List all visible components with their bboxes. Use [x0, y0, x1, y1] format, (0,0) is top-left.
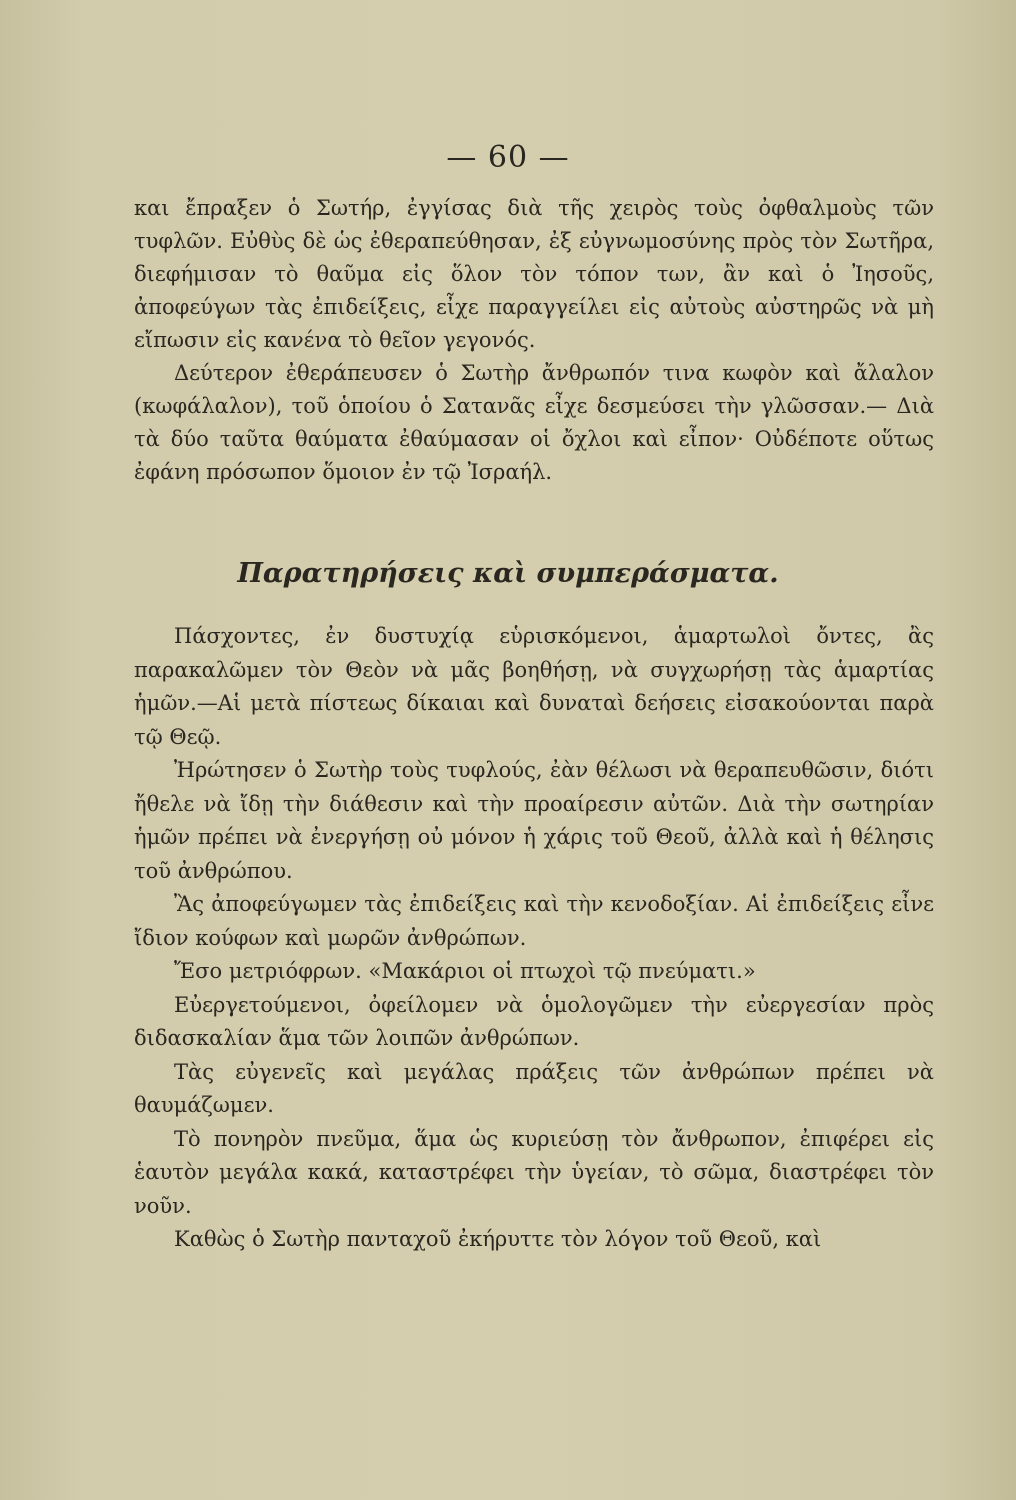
paragraph: Τὸ πονηρὸν πνεῦμα, ἅμα ὡς κυριεύσῃ τὸν ἄνθρωπον, ἐπιφέρει εἰς ἑαυτὸν μεγάλα κακά, καταστρέφει τὴν ὑγείαν, τὸ σῶμα, διαστρέφει τὸν νοῦν.	[134, 1126, 934, 1218]
observations-text	[134, 620, 934, 1257]
page-number: — 60 —	[446, 140, 570, 175]
paragraph: Εὐεργετούμενοι, ὀφείλομεν νὰ ὁμολογῶμεν τὴν εὐεργεσίαν πρὸς διδασκαλίαν ἅμα τῶν λοιπῶν ἀνθρώπων.	[134, 992, 934, 1050]
paragraph: Δεύτερον ἐθεράπευσεν ὁ Σωτὴρ ἄνθρωπόν τινα κωφὸν καὶ ἄλαλον (κωφάλαλον), τοῦ ὁποίου ὁ Σατανᾶς εἶχε δεσμεύσει τὴν γλῶσσαν.— Διὰ τὰ δύο ταῦτα θαύματα ἐθαύμασαν οἱ ὄχλοι καὶ εἶπον· Οὐδέποτε οὕτως ἐφάνη πρόσωπον ὅμοιον ἐν τῷ Ἰσραήλ.	[134, 361, 934, 484]
intro-text	[134, 192, 934, 489]
paragraph: Τὰς εὐγενεῖς καὶ μεγάλας πράξεις τῶν ἀνθρώπων πρέπει νὰ θαυμάζωμεν.	[134, 1059, 934, 1117]
paragraph: Πάσχοντες, ἐν δυστυχίᾳ εὑρισκόμενοι, ἁμαρτωλοὶ ὄντες, ἂς παρακαλῶμεν τὸν Θεὸν νὰ μᾶς βοηθήσῃ, νὰ συγχωρήσῃ τὰς ἁμαρτίας ἡμῶν.—Αἱ μετὰ πίστεως δίκαιαι καὶ δυναταὶ δεήσεις εἰσακούονται παρὰ τῷ Θεῷ.	[134, 624, 934, 749]
section-heading: Παρατηρήσεις καὶ συμπεράσματα.	[237, 558, 779, 589]
paragraph: Ἂς ἀποφεύγωμεν τὰς ἐπιδείξεις καὶ τὴν κενοδοξίαν. Αἱ ἐπιδείξεις εἶνε ἴδιον κούφων καὶ μωρῶν ἀνθρώπων.	[134, 892, 934, 950]
paragraph: και ἔπραξεν ὁ Σωτήρ, ἐγγίσας διὰ τῆς χειρὸς τοὺς ὀφθαλμοὺς τῶν τυφλῶν. Εὐθὺς δὲ ὡς ἐθεραπεύθησαν, ἐξ εὐγνωμοσύνης πρὸς τὸν Σωτῆρα, διεφήμισαν τὸ θαῦμα εἰς ὅλον τὸν τόπον των, ἂν καὶ ὁ Ἰησοῦς, ἀποφεύγων τὰς ἐπιδείξεις, εἶχε παραγγείλει εἰς αὐτοὺς αὐστηρῶς νὰ μὴ εἴπωσιν εἰς κανένα τὸ θεῖον γεγονός.	[134, 196, 934, 352]
paragraph: Καθὼς ὁ Σωτὴρ πανταχοῦ ἐκήρυττε τὸν λόγον τοῦ Θεοῦ, καὶ	[174, 1227, 822, 1251]
paragraph: Ἔσο μετριόφρων. «Μακάριοι οἱ πτωχοὶ τῷ πνεύματι.»	[174, 959, 756, 983]
paragraph: Ἠρώτησεν ὁ Σωτὴρ τοὺς τυφλούς, ἐὰν θέλωσι νὰ θεραπευθῶσιν, διότι ἤθελε νὰ ἴδῃ τὴν διάθεσιν καὶ τὴν προαίρεσιν αὐτῶν. Διὰ τὴν σωτηρίαν ἡμῶν πρέπει νὰ ἐνεργήσῃ οὐ μόνον ἡ χάρις τοῦ Θεοῦ, ἀλλὰ καὶ ἡ θέλησις τοῦ ἀνθρώπου.	[134, 758, 934, 883]
